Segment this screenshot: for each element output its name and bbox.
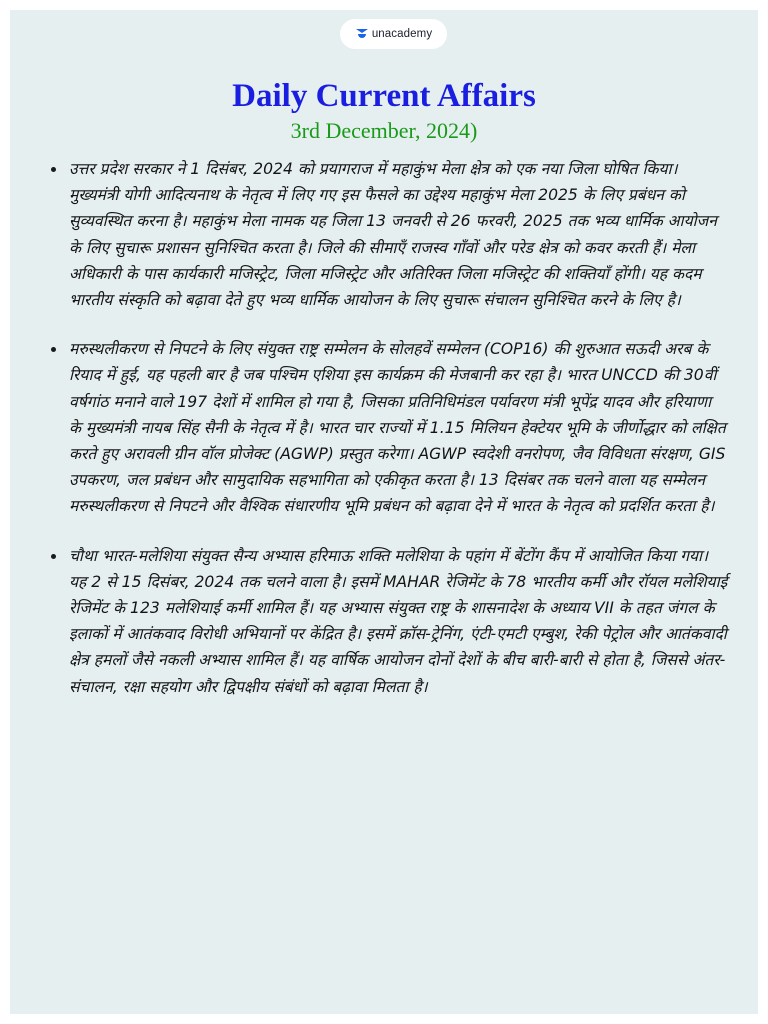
unacademy-logo-icon bbox=[355, 27, 369, 41]
bullet-icon bbox=[51, 347, 56, 352]
document-page bbox=[10, 10, 758, 1014]
brand-name: unacademy bbox=[371, 28, 433, 40]
page-date: 3rd December, 2024) bbox=[290, 118, 478, 143]
page-title: Daily Current Affairs bbox=[232, 78, 536, 114]
bullet-icon bbox=[51, 167, 56, 172]
brand-logo bbox=[340, 19, 447, 49]
news-paragraph: उत्तर प्रदेश सरकार ने 1 दिसंबर, 2024 को प्रयागराज में महाकुंभ मेला क्षेत्र को एक नया जिला घोषित किया। मुख्यमंत्री योगी आदित्यनाथ के नेतृत्व में लिए गए इस फैसले का उद्देश्य महाकुंभ मेला 2025 के लिए प्रबंधन को सुव्यवस्थित करना है। महाकुंभ मेला नामक यह जिला 13 जनवरी से 26 फरवरी, 2025 तक भव्य धार्मिक आयोजन के लिए सुचारू प्रशासन सुनिश्चित करता है। जिले की सीमाएँ राजस्व गाँवों और परेड क्षेत्र को कवर करती हैं। मेला अधिकारी के पास कार्यकारी मजिस्ट्रेट, जिला मजिस्ट्रेट और अतिरिक्त जिला मजिस्ट्रेट की शक्तियाँ होंगी। यह कदम भारतीय संस्कृति को बढ़ावा देते हुए भव्य धार्मिक आयोजन के लिए सुचारू संचालन सुनिश्चित करने के लिए है। bbox=[69, 160, 717, 310]
news-list bbox=[10, 156, 758, 723]
list-item bbox=[10, 543, 758, 700]
bullet-icon bbox=[51, 554, 56, 559]
news-paragraph: चौथा भारत-मलेशिया संयुक्त सैन्य अभ्यास हरिमाऊ शक्ति मलेशिया के पहांग में बेंटोंग कैंप में आयोजित किया गया। यह 2 से 15 दिसंबर, 2024 तक चलने वाला है। इसमें MAHAR रेजिमेंट के 78 भारतीय कर्मी और रॉयल मलेशियाई रेजिमेंट के 123 मलेशियाई कर्मी शामिल हैं। यह अभ्यास संयुक्त राष्ट्र के शासनादेश के अध्याय VII के तहत जंगल के इलाकों में आतंकवाद विरोधी अभियानों पर केंद्रित है। इसमें क्रॉस-ट्रेनिंग, एंटी-एमटी एम्बुश, रेकी पेट्रोल और आतंकवादी क्षेत्र हमलों जैसे नकली अभ्यास शामिल हैं। यह वार्षिक आयोजन दोनों देशों के बीच बारी-बारी से होता है, जिससे अंतर-संचालन, रक्षा सहयोग और द्विपक्षीय संबंधों को बढ़ावा मिलता है। bbox=[69, 546, 728, 696]
list-item bbox=[10, 336, 758, 519]
list-item bbox=[10, 156, 758, 313]
news-paragraph: मरुस्थलीकरण से निपटने के लिए संयुक्त राष्ट्र सम्मेलन के सोलहवें सम्मेलन (COP16) की शुरुआत सऊदी अरब के रियाद में हुई, यह पहली बार है जब पश्चिम एशिया इस कार्यक्रम की मेजबानी कर रहा है। भारत UNCCD की 30वीं वर्षगांठ मनाने वाले 197 देशों में शामिल हो गया है, जिसका प्रतिनिधिमंडल पर्यावरण मंत्री भूपेंद्र यादव और हरियाणा के मुख्यमंत्री नायब सिंह सैनी के नेतृत्व में है। भारत चार राज्यों में 1.15 मिलियन हेक्टेयर भूमि के जीर्णोद्धार को लक्षित करते हुए अरावली ग्रीन वॉल प्रोजेक्ट (AGWP) प्रस्तुत करेगा। AGWP स्वदेशी वनरोपण, जैव विविधता संरक्षण, GIS उपकरण, जल प्रबंधन और सामुदायिक सहभागिता को एकीकृत करता है। 13 दिसंबर तक चलने वाला यह सम्मेलन मरुस्थलीकरण से निपटने और वैश्विक संधारणीय भूमि प्रबंधन को बढ़ावा देने में भारत के नेतृत्व को प्रदर्शित करता है। bbox=[69, 340, 726, 516]
